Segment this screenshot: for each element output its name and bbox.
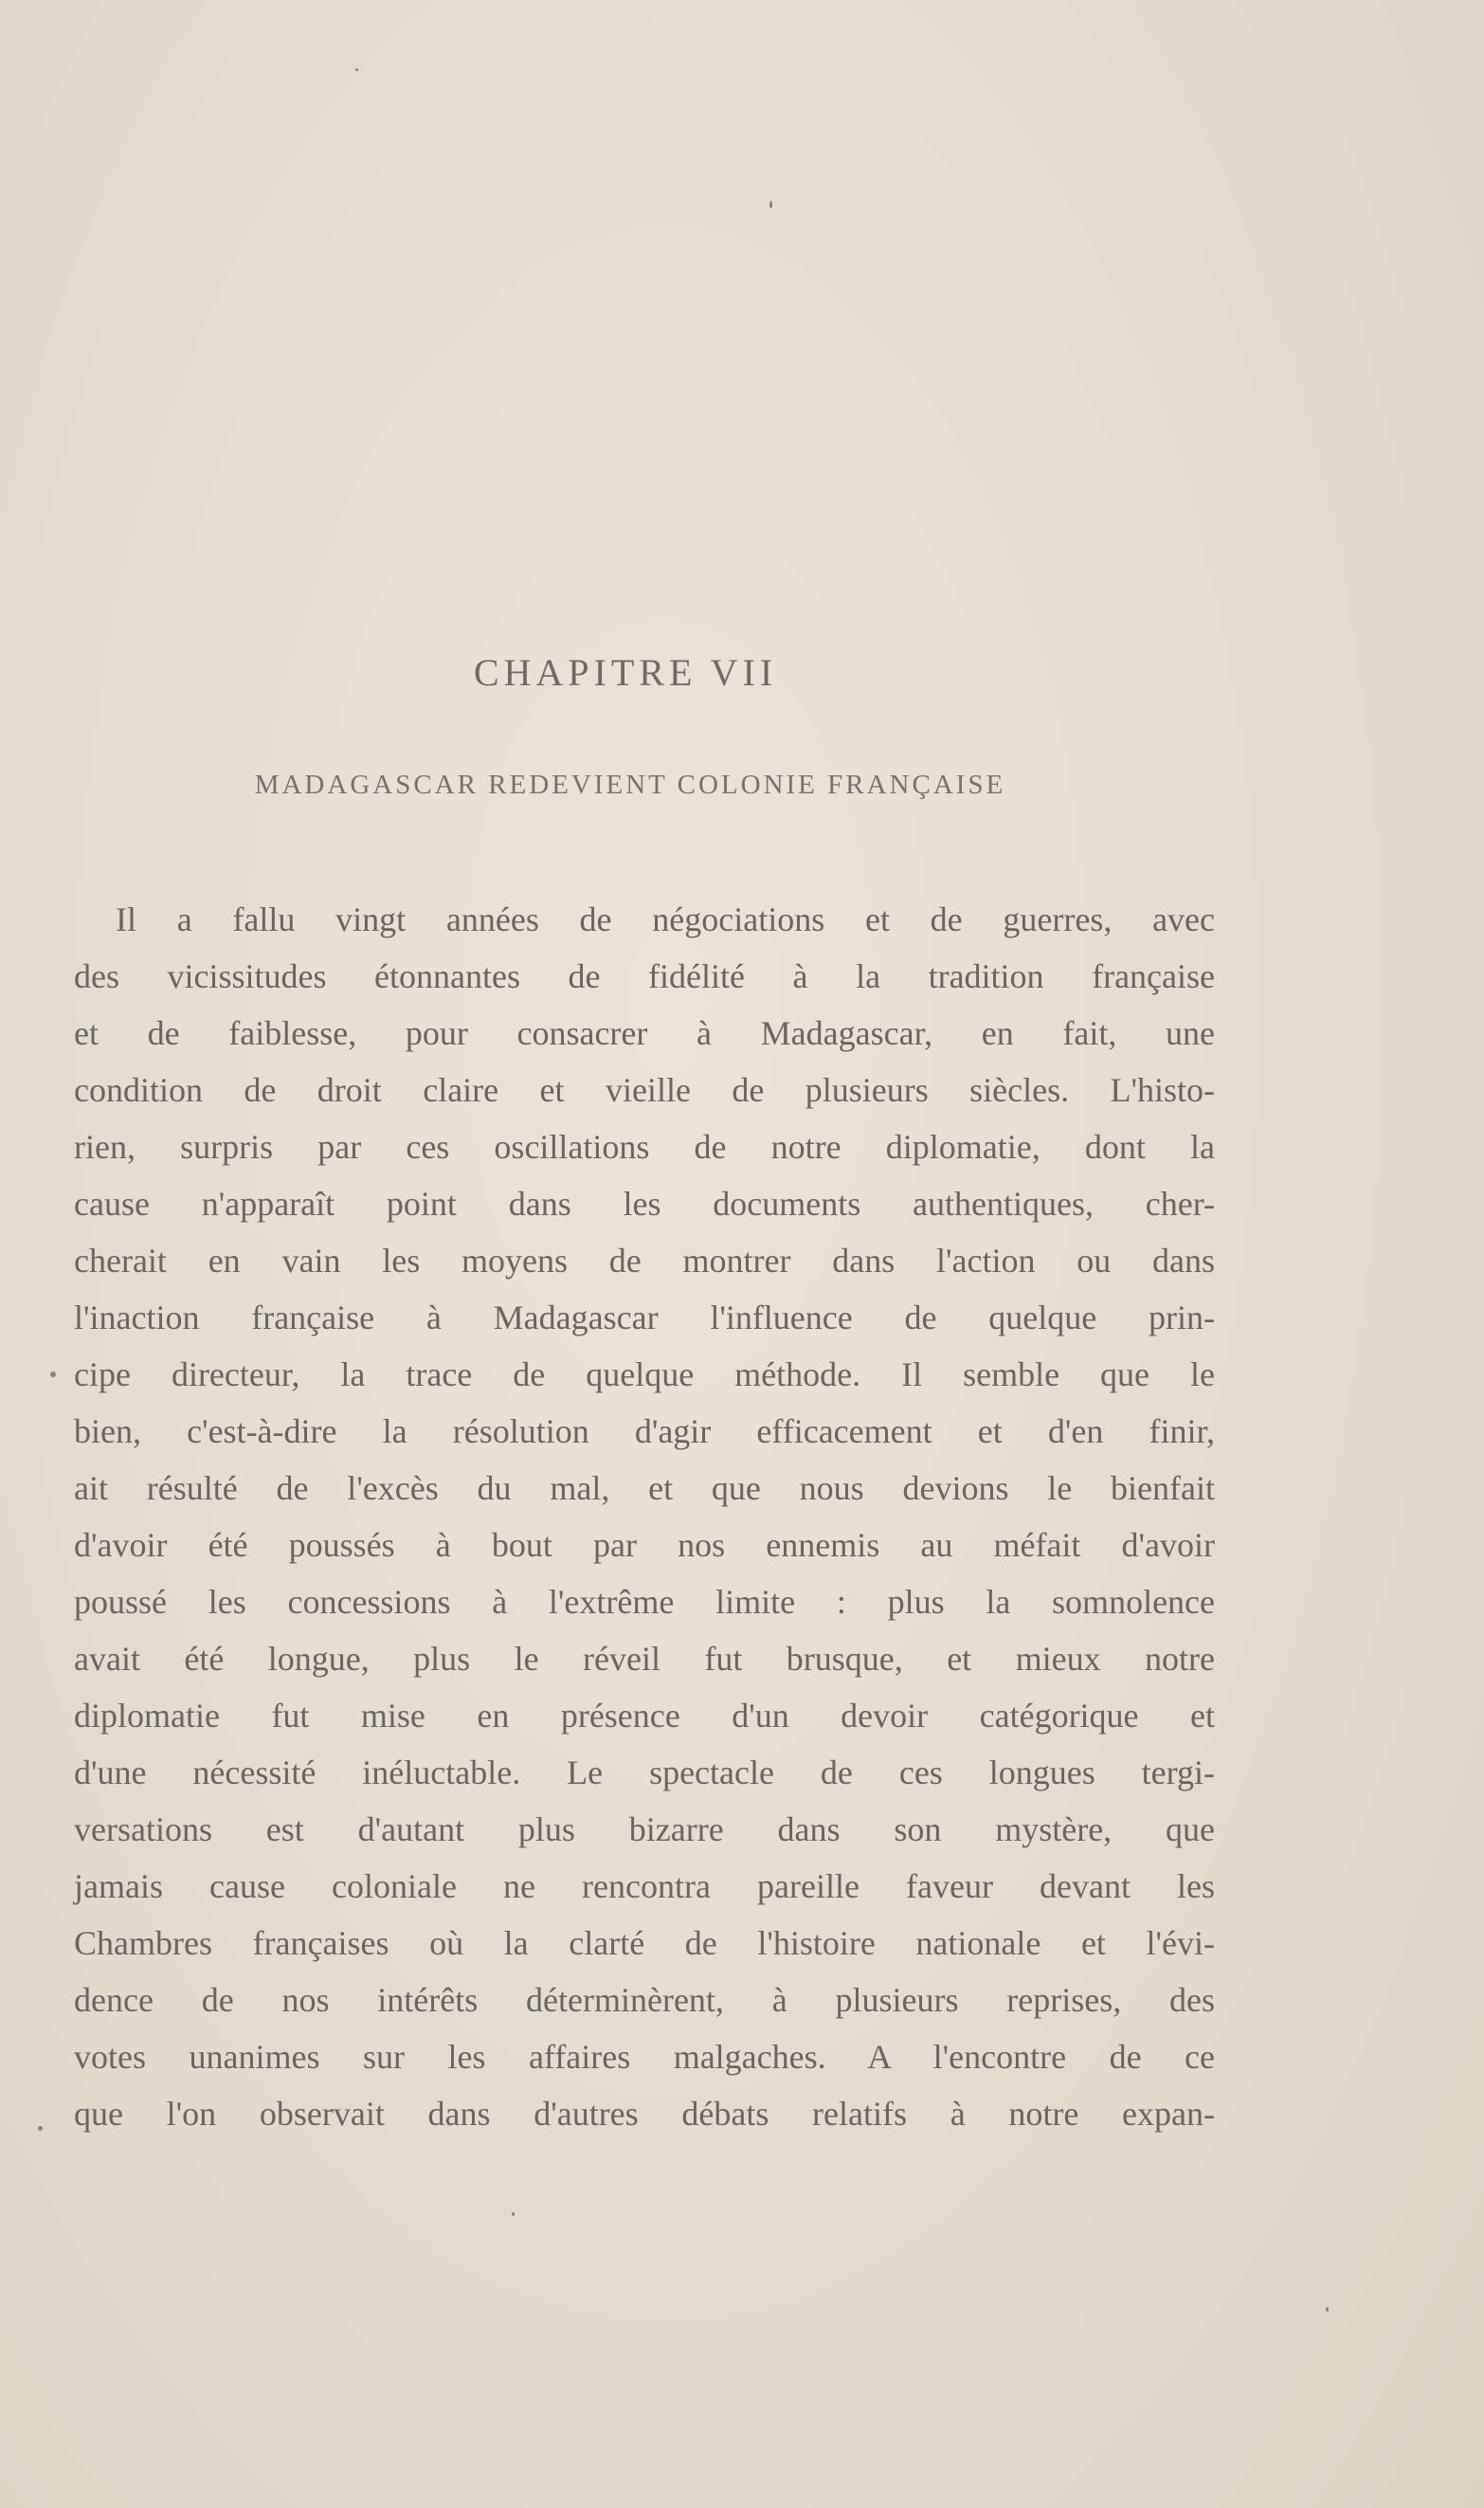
paper-speck [38, 2126, 43, 2131]
text-line: des vicissitudes étonnantes de fidélité à la tradition française [74, 957, 1215, 995]
text-line: l'inaction française à Madagascar l'influence de quelque prin- [74, 1299, 1215, 1336]
text-line: votes unanimes sur les affaires malgaches. A l'encontre de ce [74, 2038, 1215, 2076]
text-line: dence de nos intérêts déterminèrent, à plusieurs reprises, des [74, 1981, 1215, 2019]
text-line: versations est d'autant plus bizarre dans son mystère, que [74, 1810, 1215, 1848]
chapter-title: CHAPITRE VII [473, 651, 778, 694]
text-line: avait été longue, plus le réveil fut brusque, et mieux notre [74, 1640, 1215, 1678]
text-line: condition de droit claire et vieille de plusieurs siècles. L'histo- [74, 1071, 1215, 1109]
text-line: cause n'apparaît point dans les documents authentiques, cher- [74, 1185, 1215, 1223]
text-line: d'avoir été poussés à bout par nos ennemis au méfait d'avoir [74, 1526, 1215, 1564]
paper-speck [512, 2212, 515, 2216]
text-line: bien, c'est-à-dire la résolution d'agir efficacement et d'en finir, [74, 1412, 1215, 1450]
text-line: rien, surpris par ces oscillations de notre diplomatie, dont la [74, 1128, 1215, 1166]
text-line: Chambres françaises où la clarté de l'histoire nationale et l'évi- [74, 1924, 1215, 1962]
body-paragraph [74, 891, 1215, 2142]
text-line: et de faiblesse, pour consacrer à Madagascar, en fait, une [74, 1014, 1215, 1052]
text-line: cherait en vain les moyens de montrer dans l'action ou dans [74, 1242, 1215, 1280]
text-line: que l'on observait dans d'autres débats relatifs à notre expan- [74, 2095, 1215, 2133]
paper-speck [50, 1372, 56, 1377]
text-line: ait résulté de l'excès du mal, et que nous devions le bienfait [74, 1469, 1215, 1507]
text-line: diplomatie fut mise en présence d'un devoir catégorique et [74, 1697, 1215, 1735]
text-line: d'une nécessité inéluctable. Le spectacle de ces longues tergi- [74, 1754, 1215, 1791]
paper-speck [355, 68, 358, 71]
text-line: cipe directeur, la trace de quelque méthode. Il semble que le [74, 1355, 1215, 1393]
paper-speck [1326, 2307, 1329, 2312]
chapter-subtitle: MADAGASCAR REDEVIENT COLONIE FRANÇAISE [254, 770, 1006, 800]
text-line: poussé les concessions à l'extrême limite : plus la somnolence [74, 1583, 1215, 1621]
text-line: jamais cause coloniale ne rencontra pareille faveur devant les [74, 1867, 1215, 1905]
text-line: Il a fallu vingt années de négociations et de guerres, avec [116, 900, 1215, 938]
paper-speck [769, 201, 772, 209]
